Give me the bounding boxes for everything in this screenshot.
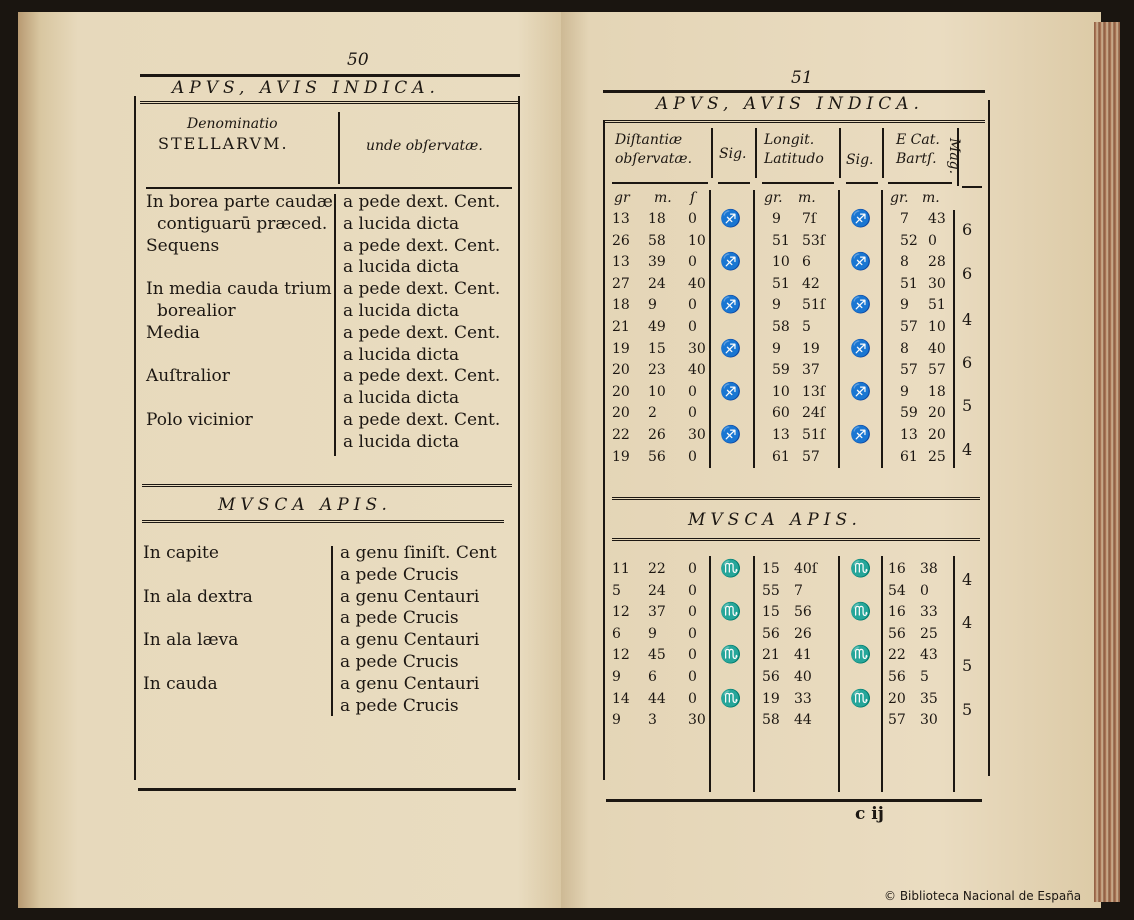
cat-m: 30	[920, 712, 938, 729]
cat-m: 43	[920, 647, 938, 664]
dist-m: 39	[648, 254, 666, 271]
cat-gr: 13	[900, 426, 918, 443]
dist-s: 0	[688, 690, 697, 707]
long-gr: 58	[762, 712, 780, 729]
header-rule	[718, 182, 750, 184]
dist-s: 0	[688, 582, 697, 599]
right-title: APVS, AVIS INDICA.	[656, 94, 924, 114]
dist-gr: 18	[612, 297, 630, 314]
star-name	[146, 388, 333, 410]
dist-s: 0	[688, 561, 697, 577]
star-name	[146, 257, 333, 279]
cat-gr: 54	[888, 582, 906, 599]
long-gr: 10	[772, 383, 790, 400]
left-title: APVS, AVIS INDICA.	[172, 78, 440, 98]
observation: a genu Centauri	[340, 673, 480, 694]
dist-s: 0	[688, 668, 697, 685]
sagittarius-sign: ♐	[850, 209, 872, 229]
left-frame-bottom	[138, 788, 516, 791]
dist-m: 44	[648, 690, 666, 707]
right-header-sig: Sig.	[719, 146, 747, 162]
unit-m: m.	[654, 190, 672, 206]
observation: a lucida dicta	[343, 300, 460, 321]
cat-m: 57	[928, 362, 946, 379]
cat-m: 25	[928, 448, 946, 465]
dist-m: 56	[648, 448, 666, 465]
scorpio-sign: ♏	[850, 688, 872, 709]
right-header-barts: Bartſ.	[896, 151, 937, 167]
dist-gr: 14	[612, 690, 630, 707]
star-name: Sequens	[146, 235, 220, 256]
dist-s: 0	[688, 625, 697, 642]
left-frame-right	[518, 96, 520, 780]
sagittarius-sign: ♐	[850, 424, 872, 445]
long-m: 51ſ	[802, 297, 825, 314]
right-header-sig2: Sig.	[846, 152, 874, 168]
long-gr: 56	[762, 668, 780, 685]
left-header-observatae: unde obſervatæ.	[366, 138, 483, 154]
unit-gr3: gr.	[890, 190, 909, 206]
star-name: In capite	[143, 543, 219, 563]
cat-gr: 20	[888, 690, 906, 707]
long-gr: 9	[772, 297, 781, 314]
observation: a pede dext. Cent.	[343, 279, 501, 300]
dist-m: 45	[648, 647, 666, 664]
cat-gr: 57	[888, 712, 906, 729]
right-title-rule-bottom	[603, 120, 985, 123]
signature-mark: c ij	[855, 804, 884, 824]
star-name: In cauda	[143, 673, 218, 694]
star-name	[146, 345, 333, 367]
right-frame-right	[988, 100, 990, 776]
left-names	[146, 192, 333, 454]
table-row	[612, 382, 982, 404]
cat-gr: 16	[888, 604, 906, 621]
dist-m: 9	[648, 625, 657, 642]
star-name: Auſtralior	[146, 366, 230, 387]
left-musca-rule-top	[142, 484, 512, 487]
dist-gr: 20	[612, 405, 630, 422]
cat-m: 18	[928, 383, 946, 400]
dist-m: 58	[648, 232, 666, 249]
right-header-mag: Mag.	[946, 138, 962, 175]
dist-gr: 22	[612, 426, 630, 443]
left-title-rule-top	[140, 74, 520, 77]
header-rule	[888, 182, 952, 184]
long-m: 24ſ	[802, 405, 825, 422]
magnitude: 6	[962, 353, 973, 372]
dist-s: 0	[688, 297, 697, 314]
table-row	[612, 252, 982, 274]
star-name: Media	[146, 322, 200, 343]
scorpio-sign: ♏	[850, 602, 872, 623]
table-row	[612, 602, 982, 624]
long-gr: 19	[762, 690, 780, 707]
dist-s: 0	[688, 383, 697, 400]
table-row	[612, 209, 982, 231]
dist-m: 10	[648, 383, 666, 400]
dist-s: 0	[688, 405, 697, 422]
observation: a pede dext. Cent.	[343, 409, 501, 430]
star-name	[146, 432, 333, 454]
long-m: 57	[802, 448, 820, 465]
dist-gr: 21	[612, 318, 630, 335]
dist-gr: 20	[612, 362, 630, 379]
right-frame-bottom	[606, 799, 982, 802]
long-gr: 60	[772, 405, 790, 422]
long-m: 51ſ	[802, 426, 825, 443]
sagittarius-sign: ♐	[850, 338, 872, 359]
left-header-denominatio: Denominatio	[187, 116, 278, 132]
left-musca-rule-bottom	[142, 520, 504, 523]
copyright-credit: © Biblioteca Nacional de España	[884, 889, 1082, 903]
cat-m: 5	[920, 668, 929, 685]
dist-m: 2	[648, 405, 657, 422]
long-m: 56	[794, 604, 812, 621]
observation: a lucida dicta	[343, 431, 460, 452]
long-m: 40ſ	[794, 561, 817, 577]
observation: a pede dext. Cent.	[343, 192, 501, 212]
long-m: 19	[802, 340, 820, 357]
left-header-stellarum: STELLARVM.	[158, 134, 289, 153]
dist-s: 10	[688, 232, 706, 249]
scorpio-sign: ♏	[850, 645, 872, 666]
magnitude: 5	[962, 700, 973, 719]
scorpio-sign: ♏	[720, 602, 742, 623]
cat-gr: 8	[900, 340, 909, 357]
right-header-latitudo: Latitudo	[764, 151, 824, 167]
table-row	[612, 425, 982, 447]
header-divider	[711, 128, 713, 178]
table-row	[612, 360, 982, 382]
sagittarius-sign: ♐	[720, 338, 742, 359]
observation: a pede Crucis	[340, 608, 459, 629]
observation: a pede dext. Cent.	[343, 235, 501, 256]
dist-s: 30	[688, 340, 706, 357]
right-musca-rule-bottom	[612, 538, 980, 541]
star-name: In ala læva	[143, 630, 239, 651]
observation: a pede Crucis	[340, 695, 459, 716]
table-row	[612, 339, 982, 361]
magnitude: 4	[962, 613, 973, 632]
scorpio-sign: ♏	[850, 559, 872, 579]
dist-m: 15	[648, 340, 666, 357]
right-header-observatae: obſervatæ.	[615, 151, 693, 167]
header-divider	[957, 128, 959, 186]
dist-gr: 27	[612, 275, 630, 292]
long-gr: 9	[772, 340, 781, 357]
cat-gr: 9	[900, 297, 909, 314]
dist-m: 3	[648, 712, 657, 729]
magnitude: 5	[962, 656, 973, 675]
table-row	[612, 295, 982, 317]
dist-s: 0	[688, 448, 697, 465]
dist-s: 0	[688, 254, 697, 271]
long-m: 41	[794, 647, 812, 664]
star-name	[143, 652, 253, 674]
cat-m: 10	[928, 318, 946, 335]
table-row	[612, 559, 982, 581]
magnitude: 6	[962, 264, 973, 283]
cat-m: 38	[920, 561, 938, 577]
cat-m: 33	[920, 604, 938, 621]
cat-gr: 22	[888, 647, 906, 664]
dist-m: 22	[648, 561, 666, 577]
observation: a lucida dicta	[343, 257, 460, 278]
table-row	[612, 624, 982, 646]
cat-m: 0	[920, 582, 929, 599]
magnitude: 4	[962, 440, 973, 459]
unit-m2: m.	[798, 190, 816, 206]
long-gr: 21	[762, 647, 780, 664]
cat-m: 25	[920, 625, 938, 642]
left-page-number: 50	[347, 50, 369, 70]
left-header-divider	[338, 112, 340, 184]
sagittarius-sign: ♐	[720, 295, 742, 316]
dist-gr: 9	[612, 668, 621, 685]
observation: a pede Crucis	[340, 564, 459, 585]
right-header-longit: Longit.	[764, 132, 815, 148]
star-name: In ala dextra	[143, 586, 253, 607]
long-gr: 15	[762, 604, 780, 621]
long-m: 37	[802, 362, 820, 379]
long-m: 13ſ	[802, 383, 825, 400]
long-gr: 55	[762, 582, 780, 599]
long-m: 42	[802, 275, 820, 292]
star-name	[143, 608, 253, 630]
long-gr: 51	[772, 275, 790, 292]
cat-gr: 9	[900, 383, 909, 400]
cat-gr: 16	[888, 561, 906, 577]
long-gr: 9	[772, 211, 781, 227]
cat-m: 40	[928, 340, 946, 357]
left-frame-left	[134, 96, 136, 780]
scorpio-sign: ♏	[720, 688, 742, 709]
cat-gr: 61	[900, 448, 918, 465]
long-gr: 59	[772, 362, 790, 379]
dist-s: 0	[688, 318, 697, 335]
long-m: 33	[794, 690, 812, 707]
header-divider	[839, 128, 841, 178]
scorpio-sign: ♏	[720, 559, 742, 579]
long-m: 40	[794, 668, 812, 685]
long-gr: 10	[772, 254, 790, 271]
header-divider	[755, 128, 757, 178]
right-frame-left	[603, 120, 605, 780]
cat-gr: 7	[900, 211, 909, 227]
left-title-rule-bottom	[140, 101, 520, 104]
right-musca-title: MVSCA APIS.	[688, 510, 862, 530]
unit-s: ſ	[690, 190, 696, 206]
magnitude: 4	[962, 570, 973, 589]
table-row	[612, 710, 982, 732]
left-musca-title: MVSCA APIS.	[218, 495, 392, 515]
table-row	[612, 667, 982, 689]
observation: a lucida dicta	[343, 213, 460, 234]
observation: a pede dext. Cent.	[343, 366, 501, 387]
left-header-rule	[146, 187, 512, 189]
dist-m: 37	[648, 604, 666, 621]
cat-m: 43	[928, 211, 946, 227]
cat-gr: 56	[888, 668, 906, 685]
cat-gr: 57	[900, 362, 918, 379]
dist-gr: 13	[612, 211, 630, 227]
sagittarius-sign: ♐	[850, 381, 872, 402]
right-title-rule-top	[603, 90, 985, 93]
dist-gr: 20	[612, 383, 630, 400]
left-column-divider	[334, 194, 336, 456]
observation: a pede Crucis	[340, 651, 459, 672]
dist-s: 40	[688, 362, 706, 379]
table-row	[612, 403, 982, 425]
long-m: 26	[794, 625, 812, 642]
page-edges	[1094, 22, 1120, 902]
dist-gr: 13	[612, 254, 630, 271]
dist-m: 6	[648, 668, 657, 685]
dist-gr: 11	[612, 561, 630, 577]
long-m: 7	[794, 582, 803, 599]
magnitude: 6	[962, 220, 973, 239]
long-m: 53ſ	[802, 232, 825, 249]
cat-gr: 52	[900, 232, 918, 249]
header-rule	[846, 182, 878, 184]
long-gr: 13	[772, 426, 790, 443]
long-gr: 51	[772, 232, 790, 249]
table-row	[612, 447, 982, 469]
dist-gr: 19	[612, 340, 630, 357]
cat-gr: 57	[900, 318, 918, 335]
observation: a genu Centauri	[340, 586, 480, 607]
scorpio-sign: ♏	[720, 645, 742, 666]
left-musca-observations	[340, 543, 497, 717]
cat-gr: 59	[900, 405, 918, 422]
magnitude: 4	[962, 310, 973, 329]
sagittarius-sign: ♐	[850, 295, 872, 316]
right-musca-rule-top	[612, 497, 980, 500]
table-row	[612, 231, 982, 253]
dist-s: 30	[688, 712, 706, 729]
cat-gr: 8	[900, 254, 909, 271]
long-gr: 61	[772, 448, 790, 465]
observation: a lucida dicta	[343, 388, 460, 409]
table-row	[612, 317, 982, 339]
long-m: 7ſ	[802, 211, 817, 227]
dist-s: 0	[688, 604, 697, 621]
right-header-distantiae: Diſtantiæ	[615, 132, 683, 148]
right-header-ecat: E Cat.	[896, 132, 940, 148]
dist-gr: 12	[612, 604, 630, 621]
dist-m: 24	[648, 275, 666, 292]
long-gr: 56	[762, 625, 780, 642]
dist-m: 23	[648, 362, 666, 379]
observation: a genu Centauri	[340, 630, 480, 651]
star-name: Polo vicinior	[146, 409, 253, 430]
observation: a genu ſiniſt. Cent	[340, 543, 497, 563]
long-m: 6	[802, 254, 811, 271]
long-gr: 58	[772, 318, 790, 335]
star-name: contiguarū præced.	[157, 213, 328, 234]
cat-gr: 51	[900, 275, 918, 292]
cat-m: 30	[928, 275, 946, 292]
right-page-number: 51	[791, 68, 813, 88]
header-rule	[962, 186, 982, 188]
cat-m: 28	[928, 254, 946, 271]
musca-table	[612, 559, 982, 732]
dist-gr: 19	[612, 448, 630, 465]
unit-m3: m.	[922, 190, 940, 206]
sagittarius-sign: ♐	[850, 252, 872, 273]
cat-m: 35	[920, 690, 938, 707]
sagittarius-sign: ♐	[720, 252, 742, 273]
table-row	[612, 581, 982, 603]
dist-m: 49	[648, 318, 666, 335]
long-m: 44	[794, 712, 812, 729]
unit-gr2: gr.	[764, 190, 783, 206]
cat-gr: 56	[888, 625, 906, 642]
long-gr: 15	[762, 561, 780, 577]
dist-m: 24	[648, 582, 666, 599]
star-name: In media cauda trium	[146, 279, 332, 300]
dist-gr: 9	[612, 712, 621, 729]
star-name	[143, 696, 253, 718]
table-row	[612, 274, 982, 296]
left-musca-names	[143, 543, 253, 717]
sagittarius-sign: ♐	[720, 209, 742, 229]
star-name: In borea parte caudæ	[146, 192, 333, 212]
dist-m: 18	[648, 211, 666, 227]
dist-gr: 6	[612, 625, 621, 642]
dist-gr: 12	[612, 647, 630, 664]
dist-gr: 26	[612, 232, 630, 249]
star-name	[143, 565, 253, 587]
sagittarius-sign: ♐	[720, 424, 742, 445]
cat-m: 20	[928, 405, 946, 422]
dist-m: 26	[648, 426, 666, 443]
observation: a lucida dicta	[343, 344, 460, 365]
table-row	[612, 645, 982, 667]
cat-m: 51	[928, 297, 946, 314]
dist-gr: 5	[612, 582, 621, 599]
header-rule	[612, 182, 708, 184]
long-m: 5	[802, 318, 811, 335]
cat-m: 20	[928, 426, 946, 443]
dist-s: 0	[688, 211, 697, 227]
left-musca-divider	[331, 546, 333, 716]
dist-s: 0	[688, 647, 697, 664]
cat-m: 0	[928, 232, 937, 249]
header-divider	[882, 128, 884, 178]
dist-m: 9	[648, 297, 657, 314]
dist-s: 40	[688, 275, 706, 292]
sagittarius-sign: ♐	[720, 381, 742, 402]
observation: a pede dext. Cent.	[343, 322, 501, 343]
dist-s: 30	[688, 426, 706, 443]
star-name: borealior	[157, 300, 236, 321]
unit-gr: gr	[614, 190, 630, 206]
header-rule	[762, 182, 834, 184]
apus-table	[612, 209, 982, 468]
table-row	[612, 689, 982, 711]
left-observations	[343, 192, 500, 454]
magnitude: 5	[962, 396, 973, 415]
